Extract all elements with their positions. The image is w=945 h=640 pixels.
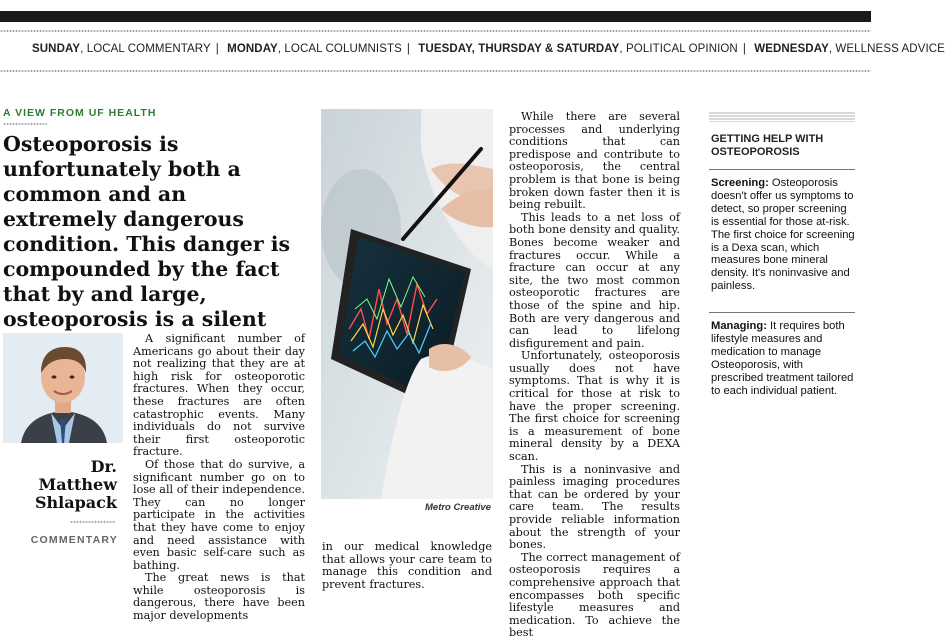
paragraph: This leads to a net loss of both bone density and quality. Bones become weaker and fractures occur. While a fracture can occur at any site, the two most common osteoporotic fractures are those of the spine and hip. Both are very dangerous and can lead to lifelong disfigurement and pain. [509, 210, 680, 350]
photo-credit: Metro Creative [425, 502, 491, 513]
sidebar-title: GETTING HELP WITH OSTEOPOROSIS [711, 133, 824, 158]
dotted-rule-bottom [0, 70, 871, 72]
sidebar-header-bars [709, 112, 855, 122]
author-divider [70, 521, 116, 523]
paragraph: This is a noninvasive and painless imaging procedures that can be ordered by your care team. The results provide reliable information about the strength of your bones. [509, 462, 680, 552]
paragraph: Of those that do survive, a significant number go on to lose all of their independence. They can no longer participate in the activities that they have come to enjoy and need assistance with even basic self-care such as bathing. [133, 457, 305, 572]
article-image [321, 109, 493, 499]
paragraph: A significant number of Americans go about their day not realizing that they are at high risk for osteoporotic fractures. When they occur, these fractures are often catastrophic events. Many individuals do not survive their first osteoporotic fracture. [133, 332, 305, 459]
paragraph: Unfortunately, osteoporosis usually does not have symptoms. That is why it is critical for those at risk to have the proper screening. The first choice for screening is a measurement of bone mineral density by a DEXA scan. [509, 349, 680, 464]
schedule-item: WEDNESDAY, WELLNESS ADVICE [754, 43, 945, 55]
sidebar-item-screening: Screening: Osteoporosis doesn't offer us symptoms to detect, so proper screening is essential for those at-risk. The first choice for screening is a Dexa scan, which measures bone mineral density. It's noninvasive and painless. [711, 177, 855, 293]
article-column-2 [322, 541, 492, 591]
sidebar-divider [709, 169, 855, 170]
sidebar-divider [709, 312, 855, 313]
paragraph: The great news is that while osteoporosis is dangerous, there have been major developments [133, 571, 305, 623]
paragraph: While there are several processes and underlying conditions that can predispose and contribute to osteoporosis, the central problem is that bone is being broken down faster then it is being rebuilt. [509, 110, 680, 212]
author-photo [3, 333, 123, 443]
dotted-rule-top [0, 30, 871, 32]
paragraph: The correct management of osteoporosis requires a comprehensive approach that encompasses both specific lifestyle measures and medication. To achieve the best [509, 550, 680, 640]
author-name: Dr. Matthew Shlapack [34, 457, 117, 512]
paragraph: in our medical knowledge that allows your care team to manage this condition and prevent fractures. [322, 540, 492, 591]
article-column-1 [133, 333, 305, 623]
schedule-item: MONDAY, LOCAL COLUMNISTS [227, 43, 402, 55]
article-kicker: A VIEW FROM UF HEALTH [3, 107, 157, 119]
sidebar-item-managing: Managing: It requires both lifestyle measures and medication to manage Osteoporosis, with prescribed treatment tailored to each individual patient. [711, 320, 854, 397]
masthead-bar [0, 11, 871, 22]
article-headline: Osteoporosis is unfortunately both a common and an extremely dangerous condition. This danger is compounded by the fact that by and large, osteoporosis is a silent [3, 132, 291, 331]
schedule-item: TUESDAY, THURSDAY & SATURDAY, POLITICAL OPINION [418, 43, 738, 55]
schedule-item: SUNDAY, LOCAL COMMENTARY [32, 43, 211, 55]
article-column-3 [509, 111, 680, 640]
kicker-divider [3, 123, 47, 125]
column-schedule: SUNDAY, LOCAL COMMENTARY | MONDAY, LOCAL COLUMNISTS | TUESDAY, THURSDAY & SATURDAY, POLITICAL OPINION | WEDNESDAY, WELLNESS ADVICE [32, 43, 945, 55]
section-tag: COMMENTARY [30, 534, 118, 546]
